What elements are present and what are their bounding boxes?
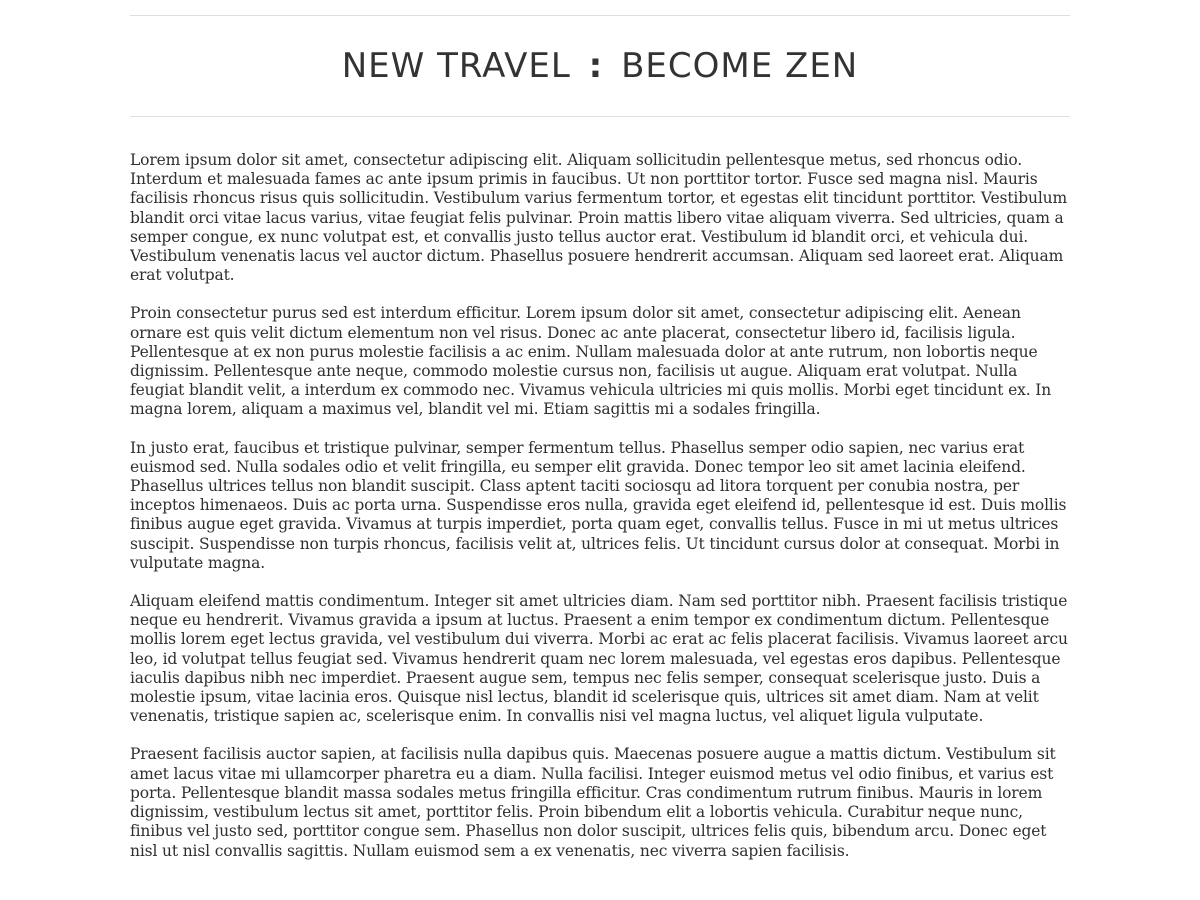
title-left: NEW TRAVEL xyxy=(341,46,571,86)
paragraph: Lorem ipsum dolor sit amet, consectetur adipiscing elit. Aliquam sollicitudin pellentesque metus, sed rhoncus odio. Interdum et malesuada fames ac ante ipsum primis in faucibus. Ut non porttitor tortor. Fusce sed magna nisl. Mauris facilisis rhoncus risus quis sollicitudin. Vestibulum varius fermentum tortor, et egestas elit tincidunt porttitor. Vestibulum blandit orci vitae lacus varius, vitae feugiat felis pulvinar. Proin mattis libero vitae aliquam viverra. Sed ultricies, quam a semper congue, ex nunc volutpat est, et convallis justo tellus auctor erat. Vestibulum id blandit orci, et vehicula dui. Vestibulum venenatis lacus vel auctor dictum. Phasellus posuere hendrerit accumsan. Aliquam sed laoreet erat. Aliquam erat volutpat. xyxy=(130,151,1068,285)
page-container xyxy=(130,0,1070,861)
paragraph: Proin consectetur purus sed est interdum efficitur. Lorem ipsum dolor sit amet, consectetur adipiscing elit. Aenean ornare est quis velit dictum elementum non vel risus. Donec ac ante placerat, consectetur libero id, facilisis ligula. Pellentesque at ex non purus molestie facilisis a ac enim. Nullam malesuada dolor at ante rutrum, non lobortis neque dignissim. Pellentesque ante neque, commodo molestie cursus non, facilisis ut augue. Aliquam erat volutpat. Nulla feugiat blandit velit, a interdum ex commodo nec. Vivamus vehicula ultricies mi quis mollis. Morbi eget tincidunt ex. In magna lorem, aliquam a maximus vel, blandit vel mi. Etiam sagittis mi a sodales fringilla. xyxy=(130,304,1052,419)
article-body xyxy=(130,117,1070,861)
paragraph: In justo erat, faucibus et tristique pulvinar, semper fermentum tellus. Phasellus semper odio sapien, nec varius erat euismod sed. Nulla sodales odio et velit fringilla, eu semper elit gravida. Donec tempor leo sit amet lacinia eleifend. Phasellus ultrices tellus non blandit suscipit. Class aptent taciti sociosqu ad litora torquent per conubia nostra, per inceptos himenaeos. Duis ac porta urna. Suspendisse eros nulla, gravida eget eleifend id, pellentesque id est. Duis mollis finibus augue eget gravida. Vivamus at turpis imperdiet, porta quam eget, convallis tellus. Fusce in mi ut metus ultrices suscipit. Suspendisse non turpis rhoncus, facilisis velit at, ultrices felis. Ut tincidunt cursus dolor at consequat. Morbi in vulputate magna. xyxy=(130,438,1067,572)
page-title xyxy=(342,46,859,86)
title-right: BECOME ZEN xyxy=(621,46,859,86)
title-separator: : xyxy=(588,46,604,86)
paragraph: Praesent facilisis auctor sapien, at facilisis nulla dapibus quis. Maecenas posuere augue a mattis dictum. Vestibulum sit amet lacus vitae mi ullamcorper pharetra eu a diam. Nulla facilisi. Integer euismod metus vel odio finibus, et varius est porta. Pellentesque blandit massa sodales metus fringilla efficitur. Cras condimentum rutrum finibus. Mauris in lorem dignissim, vestibulum lectus sit amet, porttitor felis. Proin bibendum elit a lobortis vehicula. Curabitur neque nunc, finibus vel justo sed, porttitor congue sem. Phasellus non dolor suscipit, ultrices felis quis, bibendum arcu. Donec eget nisl ut nisl convallis sagittis. Nullam euismod sem a ex venenatis, nec viverra sapien facilisis. xyxy=(130,745,1056,860)
article-header xyxy=(130,16,1070,116)
paragraph: Aliquam eleifend mattis condimentum. Integer sit amet ultricies diam. Nam sed porttitor nibh. Praesent facilisis tristique neque eu hendrerit. Vivamus gravida a ipsum at luctus. Praesent a enim tempor ex condimentum dictum. Pellentesque mollis lorem eget lectus gravida, vel vestibulum dui viverra. Morbi ac erat ac felis placerat facilisis. Vivamus laoreet arcu leo, id volutpat tellus feugiat sed. Vivamus hendrerit quam nec lorem malesuada, vel egestas eros dapibus. Pellentesque iaculis dapibus nibh nec imperdiet. Praesent augue sem, tempus nec felis semper, consequat scelerisque justo. Duis a molestie ipsum, vitae lacinia eros. Quisque nisl lectus, blandit id scelerisque quis, ultrices sit amet diam. Nam at velit venenatis, tristique sapien ac, scelerisque enim. In convallis nisi vel magna luctus, vel aliquet ligula vulputate. xyxy=(130,592,1068,726)
